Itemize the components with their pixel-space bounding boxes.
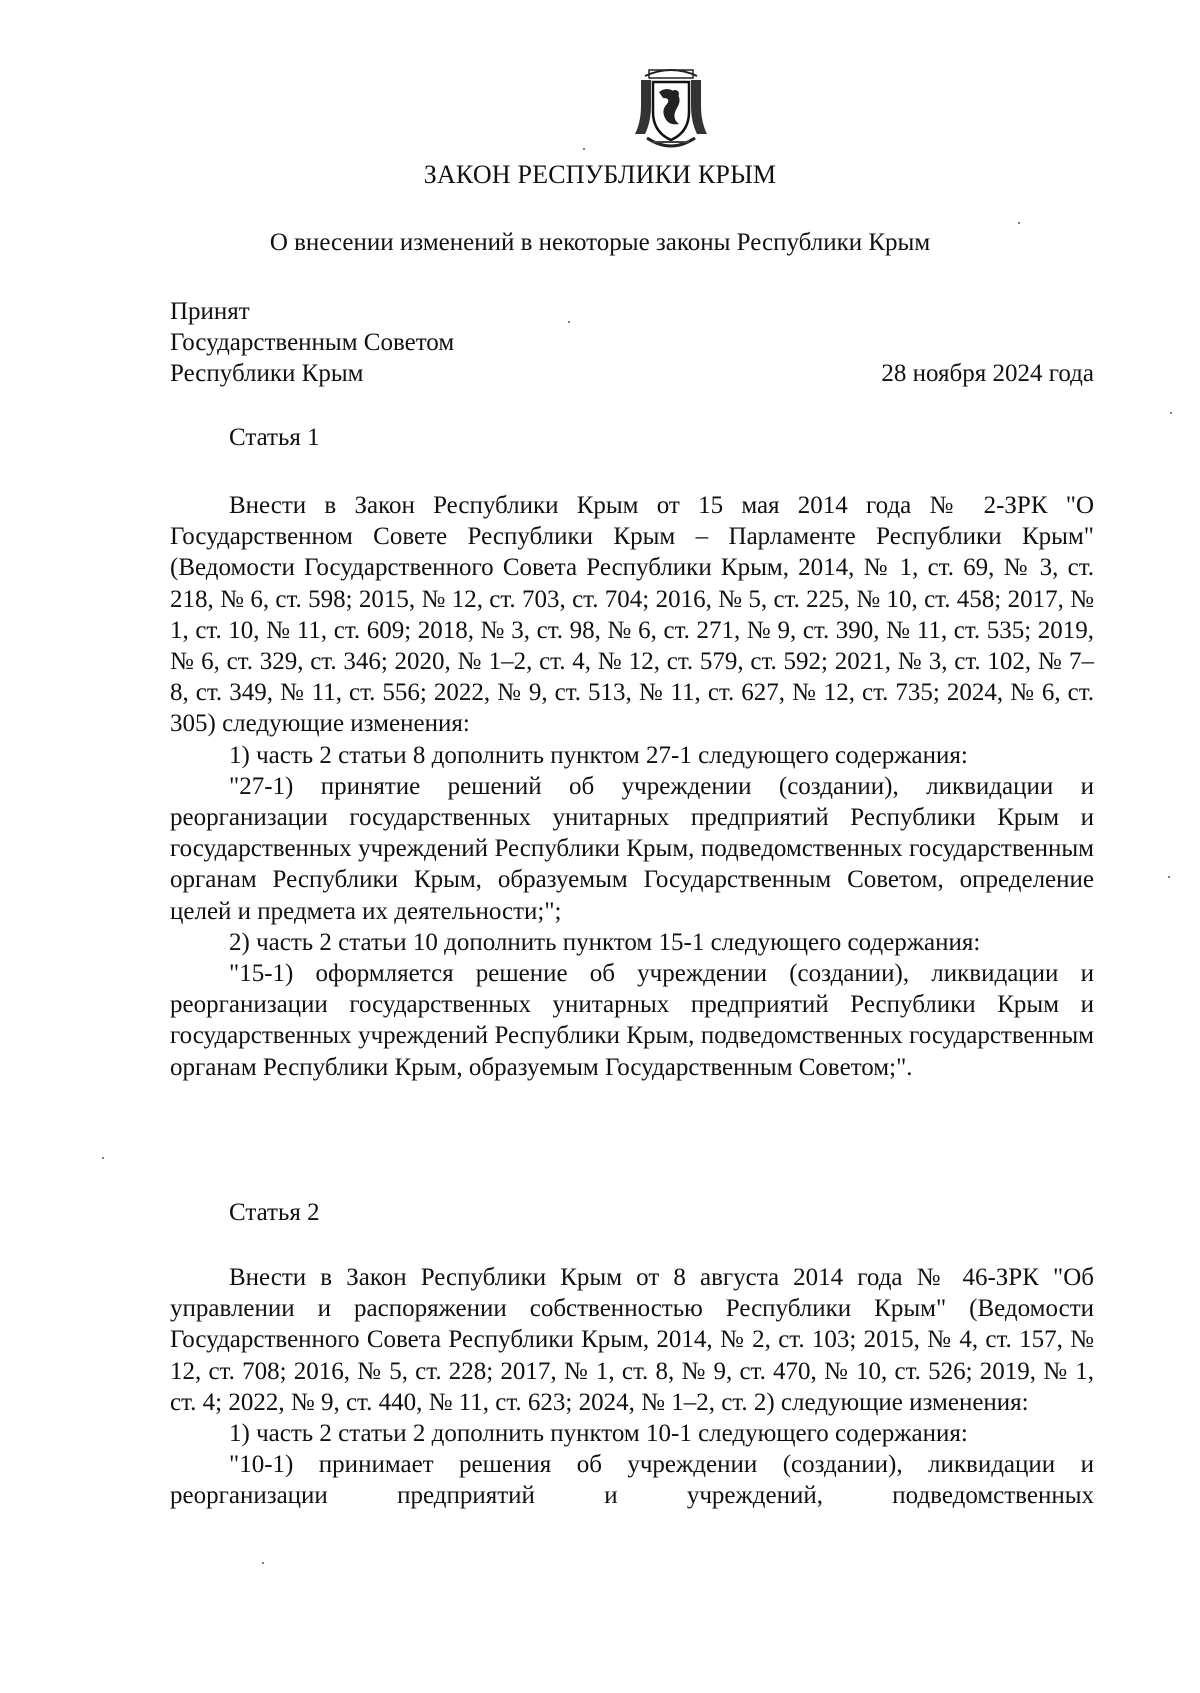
article-1-heading: Статья 1 bbox=[229, 424, 320, 451]
scan-speck bbox=[102, 1157, 104, 1159]
article-1-paragraph: 2) часть 2 статьи 10 дополнить пунктом 15-1 следующего содержания: bbox=[229, 928, 981, 956]
adoption-line: Республики Крым bbox=[170, 360, 364, 387]
adoption-line: Принят bbox=[170, 298, 250, 325]
document-subtitle: О внесении изменений в некоторые законы Республики Крым bbox=[269, 229, 931, 256]
scan-speck bbox=[568, 321, 570, 323]
adoption-date: 28 ноября 2024 года bbox=[881, 360, 1094, 387]
article-1-paragraph: Внести в Закон Республики Крым от 15 мая 2014 года № 2-ЗРК "О Государственном Совете Республики Крым – Парламенте Республики Крым" (Ведомости Государственного Совета Республики Крым, 2014, № 1, ст. 69, № 3, ст. 218, № 6, ст. 598; 2015, № 12, ст. 703, ст. 704; 2016, № 5, ст. 225, № 10, ст. 458; 2017, № 1, ст. 10, № 11, ст. 609; 2018, № 3, ст. 98, № 6, ст. 271, № 9, ст. 390, № 11, ст. 535; 2019, № 6, ст. 329, ст. 346; 2020, № 1–2, ст. 4, № 12, ст. 579, ст. 592; 2021, № 3, ст. 102, № 7–8, ст. 349, № 11, ст. 556; 2022, № 9, ст. 513, № 11, ст. 627, № 12, ст. 735; 2024, № 6, ст. 305) следующие изменения: bbox=[170, 492, 1094, 738]
article-1-paragraph: "15-1) оформляется решение об учреждении (создании), ликвидации и реорганизации государственных унитарных предприятий Республики Крым и государственных учреждений Республики Крым, подведомственных государственным органам Республики Крым, образуемым Государственным Советом;". bbox=[170, 960, 1094, 1081]
scan-speck bbox=[1168, 876, 1170, 878]
adoption-block bbox=[170, 296, 454, 389]
article-2-heading: Статья 2 bbox=[229, 1199, 320, 1226]
article-2-body bbox=[170, 1262, 1094, 1512]
article-2-paragraph: 1) часть 2 статьи 2 дополнить пунктом 10-1 следующего содержания: bbox=[229, 1420, 968, 1448]
adoption-line: Государственным Советом bbox=[170, 329, 455, 356]
scan-speck bbox=[1170, 412, 1172, 414]
crimea-coat-of-arms-icon bbox=[631, 62, 711, 152]
scan-speck bbox=[583, 148, 585, 150]
article-2-paragraph: Внести в Закон Республики Крым от 8 августа 2014 года № 46-ЗРК "Об управлении и распоряжении собственностью Республики Крым" (Ведомости Государственного Совета Республики Крым, 2014, № 2, ст. 103; 2015, № 4, ст. 157, № 12, ст. 708; 2016, № 5, ст. 228; 2017, № 1, ст. 8, № 9, ст. 470, № 10, ст. 526; 2019, № 1, ст. 4; 2022, № 9, ст. 440, № 11, ст. 623; 2024, № 1–2, ст. 2) следующие изменения: bbox=[170, 1264, 1094, 1416]
article-1-paragraph: 1) часть 2 статьи 8 дополнить пунктом 27-1 следующего содержания: bbox=[229, 741, 968, 769]
document-title: ЗАКОН РЕСПУБЛИКИ КРЫМ bbox=[423, 160, 777, 189]
scan-speck bbox=[262, 1562, 264, 1564]
article-1-body bbox=[170, 490, 1094, 1083]
article-2-paragraph: "10-1) принимает решения об учреждении (создании), ликвидации и реорганизации предприятий и учреждений, подведомственных bbox=[170, 1451, 1094, 1510]
article-1-paragraph: "27-1) принятие решений об учреждении (создании), ликвидации и реорганизации государственных унитарных предприятий Республики Крым и государственных учреждений Республики Крым, подведомственных государственным органам Республики Крым, образуемым Государственным Советом, определение целей и предмета их деятельности;"; bbox=[170, 772, 1094, 925]
scan-speck bbox=[1018, 222, 1020, 224]
